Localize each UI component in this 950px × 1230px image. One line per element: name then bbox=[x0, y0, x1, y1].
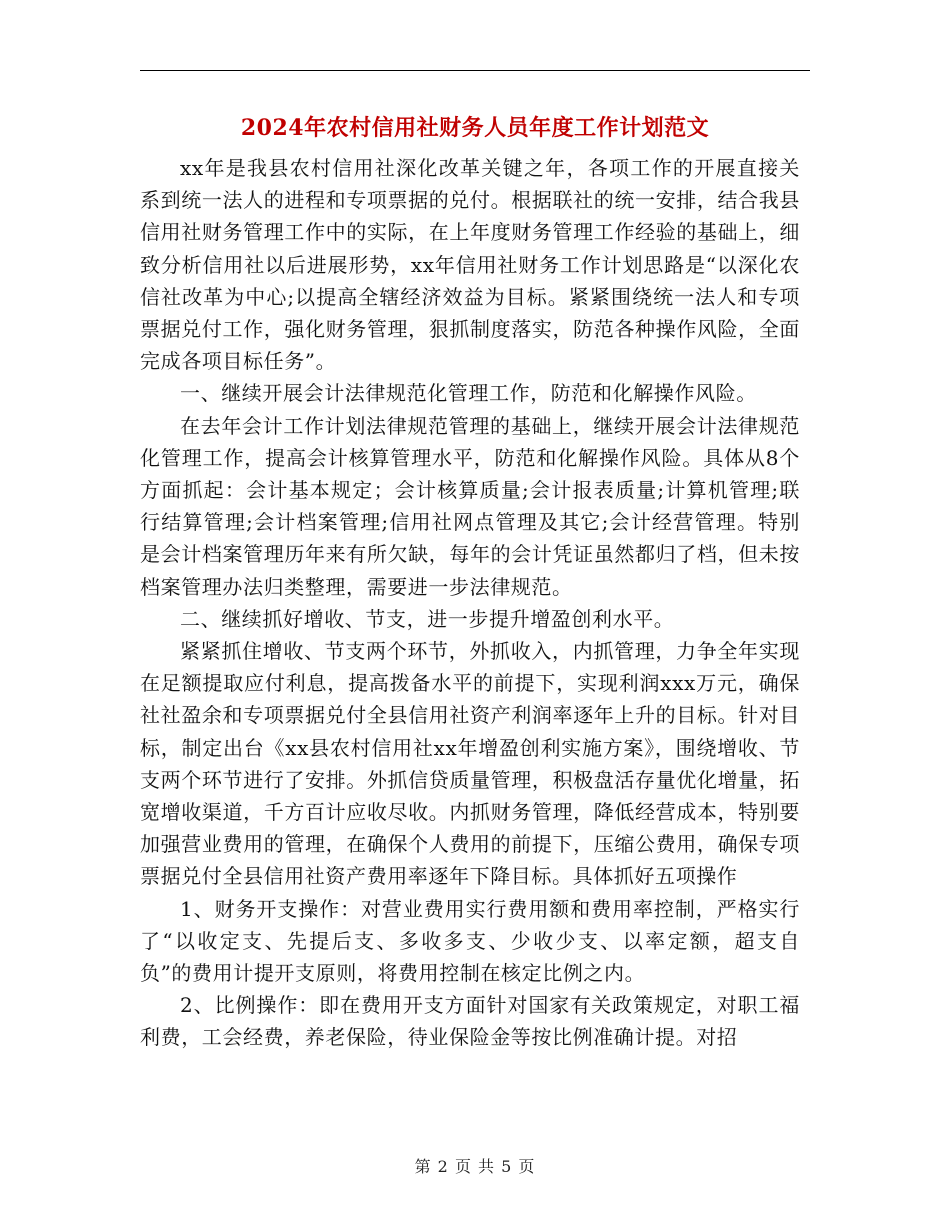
paragraph-item-2: 2、比例操作：即在费用开支方面针对国家有关政策规定，对职工福利费，工会经费，养老保险，待业保险金等按比例准确计提。对招 bbox=[140, 993, 800, 1050]
paragraph-section-1: 在去年会计工作计划法律规范管理的基础上，继续开展会计法律规范化管理工作，提高会计核算管理水平，防范和化解操作风险。具体从8个方面抓起：会计基本规定；会计核算质量;会计报表质量;计算机管理;联行结算管理;会计档案管理;信用社网点管理及其它;会计经营管理。特别是会计档案管理历年来有所欠缺，每年的会计凭证虽然都归了档，但未按档案管理办法归类整理，需要进一步法律规范。 bbox=[140, 413, 800, 599]
page-number-footer: 第 2 页 共 5 页 bbox=[414, 1157, 536, 1176]
document-body bbox=[140, 152, 800, 1054]
paragraph-section-2: 紧紧抓住增收、节支两个环节，外抓收入，内抓管理，力争全年实现在足额提取应付利息，提高拨备水平的前提下，实现利润xxx万元，确保社社盈余和专项票据兑付全县信用社资产利润率逐年上升的目标。针对目标，制定出台《xx县农村信用社xx年增盈创利实施方案》，围绕增收、节支两个环节进行了安排。外抓信贷质量管理，积极盘活存量优化增量，拓宽增收渠道，千方百计应收尽收。内抓财务管理，降低经营成本，特别要加强营业费用的管理，在确保个人费用的前提下，压缩公费用，确保专项票据兑付全县信用社资产费用率逐年下降目标。具体抓好五项操作 bbox=[140, 639, 800, 889]
section-heading-1: 一、继续开展会计法律规范化管理工作，防范和化解操作风险。 bbox=[180, 381, 757, 406]
paragraph-item-1: 1、财务开支操作：对营业费用实行费用额和费用率控制，严格实行了“以收定支、先提后支、多收多支、少收少支、以率定额，超支自负”的费用计提开支原则，将费用控制在核定比例之内。 bbox=[140, 896, 800, 986]
header-rule bbox=[140, 70, 810, 71]
section-heading-2: 二、继续抓好增收、节支，进一步提升增盈创利水平。 bbox=[180, 606, 675, 631]
paragraph-intro: xx年是我县农村信用社深化改革关键之年，各项工作的开展直接关系到统一法人的进程和专项票据的兑付。根据联社的统一安排，结合我县信用社财务管理工作中的实际，在上年度财务管理工作经验的基础上，细致分析信用社以后进展形势，xx年信用社财务工作计划思路是“以深化农信社改革为中心;以提高全辖经济效益为目标。紧紧围绕统一法人和专项票据兑付工作，强化财务管理，狠抓制度落实，防范各种操作风险，全面完成各项目标任务”。 bbox=[140, 156, 800, 374]
document-title: 2024年农村信用社财务人员年度工作计划范文 bbox=[240, 115, 710, 141]
